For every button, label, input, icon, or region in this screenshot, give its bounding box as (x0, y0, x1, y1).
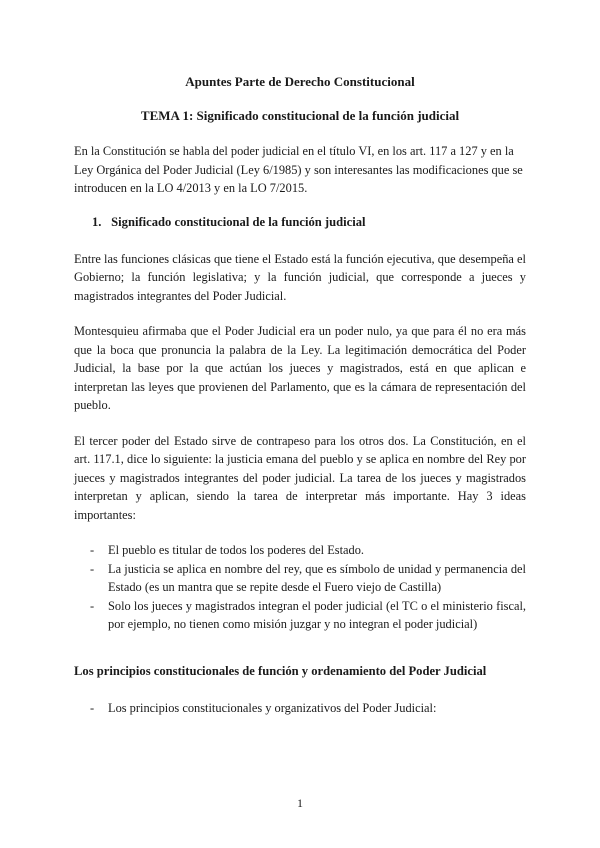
section-heading (92, 215, 526, 230)
paragraph-functions: Entre las funciones clásicas que tiene el Estado está la función ejecutiva, que desempeña el Gobierno; la función legislativa; y la función judicial, que corresponde a jueces y magistrados integrantes del Poder Judicial. (74, 251, 526, 303)
intro-paragraph: En la Constitución se habla del poder judicial en el título VI, en los art. 117 a 127 y en la Ley Orgánica del Poder Judicial (Ley 6/1985) y son interesantes las modificaciones que se introducen en la LO 4/2013 y en la LO 7/2015. (74, 144, 523, 195)
ideas-list (74, 541, 526, 634)
list-item-text: Solo los jueces y magistrados integran el poder judicial (el TC o el ministerio fiscal, por ejemplo, no tienen como misión juzgar y no integran el poder judicial) (108, 598, 526, 631)
paragraph-montesquieu: Montesquieu afirmaba que el Poder Judicial era un poder nulo, ya que para él no era más que la boca que pronuncia la palabra de la Ley. La legitimación democrática del Poder Judicial, la base por la que actúan los jueces y magistrados, está en que aplican e interpretan las leyes que provienen del Parlamento, que es la cámara de representación del pueblo. (74, 324, 526, 412)
section-number: 1. (92, 214, 102, 229)
dash-bullet: - (90, 561, 95, 576)
list-item (90, 699, 526, 718)
document-title: Apuntes Parte de Derecho Constitucional (185, 74, 415, 89)
list-item-text: Los principios constitucionales y organizativos del Poder Judicial: (108, 700, 437, 715)
section-heading-text: Significado constitucional de la función judicial (111, 214, 366, 229)
page-number: 1 (297, 796, 303, 810)
dash-bullet: - (90, 598, 95, 613)
list-item-text: La justicia se aplica en nombre del rey, que es símbolo de unidad y permanencia del Estado (es un mantra que se repite desde el Fuero viejo de Castilla) (108, 561, 526, 594)
principles-subheading: Los principios constitucionales de función y ordenamiento del Poder Judicial (74, 663, 487, 678)
dash-bullet: - (90, 700, 95, 715)
dash-bullet: - (90, 543, 95, 557)
paragraph-third-power: El tercer poder del Estado sirve de contrapeso para los otros dos. La Constitución, en el art. 117.1, dice lo siguiente: la justicia emana del pueblo y se aplica en nombre del Rey por jueces y magistrados integrantes del poder judicial. La tarea de los jueces y magistrados interpretan y aplican, siendo la tarea de interpretar más importante. Hay 3 ideas importantes: (74, 433, 526, 522)
list-item (90, 597, 526, 634)
list-item (90, 541, 526, 560)
topic-title: TEMA 1: Significado constitucional de la función judicial (140, 108, 460, 123)
list-item-text: El pueblo es titular de todos los poderes del Estado. (108, 543, 365, 557)
principles-list (74, 699, 526, 718)
list-item (90, 560, 526, 597)
